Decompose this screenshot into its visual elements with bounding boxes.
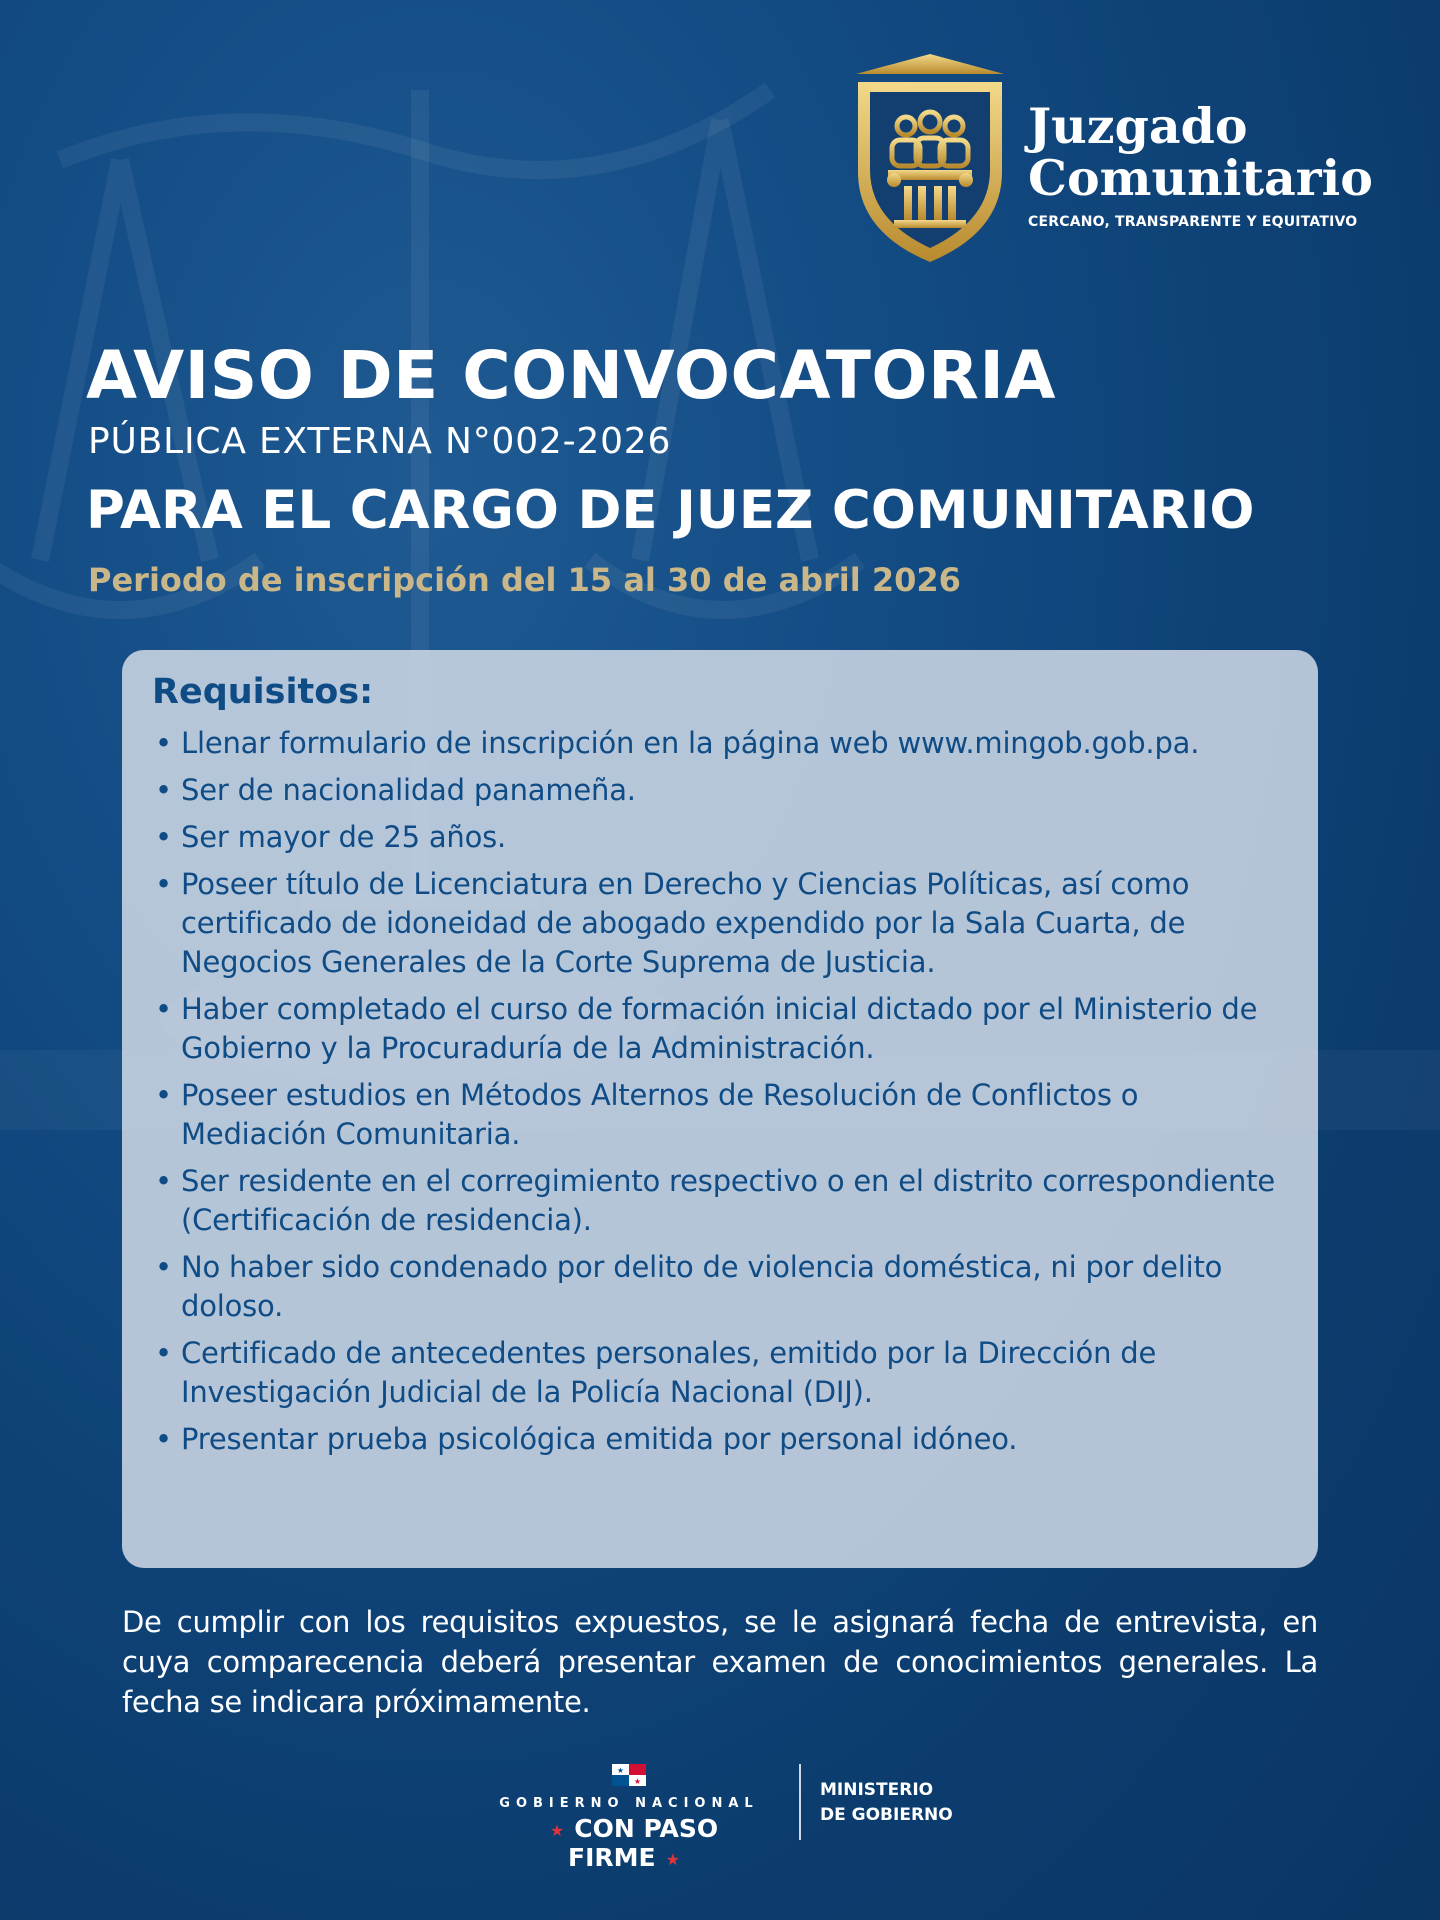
ministerio-line2: DE GOBIERNO: [820, 1805, 953, 1825]
requirement-item: • No haber sido condenado por delito de violencia doméstica, ni por delito doloso.: [152, 1248, 1278, 1326]
requirement-item: • Llenar formulario de inscripción en la página web www.mingob.gob.pa.: [152, 724, 1278, 763]
svg-text:★: ★: [633, 1777, 642, 1786]
logo-title-line2: Comunitario: [1028, 149, 1373, 207]
requirement-item: • Poseer título de Licenciatura en Derecho y Ciencias Políticas, así como certificado de idoneidad de abogado expendido por la Sala Cuarta, de Negocios Generales de la Corte Suprema de Justicia.: [152, 865, 1278, 982]
cargo-heading: PARA EL CARGO DE JUEZ COMUNITARIO: [86, 480, 1255, 541]
requirement-item: • Haber completado el curso de formación inicial dictado por el Ministerio de Gobierno y la Procuraduría de la Administración.: [152, 990, 1278, 1068]
logo-tagline: CERCANO, TRANSPARENTE Y EQUITATIVO: [1028, 214, 1358, 230]
footer-divider: [799, 1764, 801, 1840]
page-subtitle: PÚBLICA EXTERNA N°002-2026: [88, 421, 672, 462]
interview-note: De cumplir con los requisitos expuestos, se le asignará fecha de entrevista, en cuya comparecencia deberá presentar examen de conocimientos generales. La fecha se indicara próximamente.: [122, 1605, 1318, 1719]
requirements-title: Requisitos:: [152, 672, 374, 712]
panama-flag-icon: [612, 1764, 646, 1786]
requirements-panel: [122, 650, 1318, 1568]
ministerio-logo-text: [820, 1778, 953, 1828]
star-icon: ★: [665, 1849, 680, 1869]
requirements-list: [152, 724, 1278, 1459]
requirement-item: • Ser residente en el corregimiento respectivo o en el distrito correspondiente (Certificación de residencia).: [152, 1162, 1278, 1240]
svg-text:★: ★: [616, 1766, 625, 1775]
star-icon: ★: [549, 1820, 565, 1840]
requirement-item: • Ser mayor de 25 años.: [152, 818, 1278, 857]
footer: [0, 1760, 1440, 1880]
requirement-item: • Certificado de antecedentes personales, emitido por la Dirección de Investigación Judicial de la Policía Nacional (DIJ).: [152, 1334, 1278, 1412]
requirement-item: • Ser de nacionalidad panameña.: [152, 771, 1278, 810]
con-paso-firme-label: [478, 1814, 780, 1872]
con-paso-firme-text: CON PASO FIRME: [568, 1814, 719, 1872]
requirement-item: • Poseer estudios en Métodos Alternos de Resolución de Conflictos o Mediación Comunitaria.: [152, 1076, 1278, 1154]
registration-period: Periodo de inscripción del 15 al 30 de abril 2026: [88, 561, 961, 599]
page-title: AVISO DE CONVOCATORIA: [86, 337, 1056, 414]
logo-wordmark: [1028, 97, 1428, 230]
requirement-item: • Presentar prueba psicológica emitida por personal idóneo.: [152, 1420, 1278, 1459]
ministerio-line1: MINISTERIO: [820, 1780, 934, 1800]
juzgado-comunitario-logo-icon: [848, 52, 1012, 264]
logo-title-line1: Juzgado: [1028, 97, 1248, 155]
gobierno-nacional-label: GOBIERNO NACIONAL: [499, 1796, 759, 1811]
